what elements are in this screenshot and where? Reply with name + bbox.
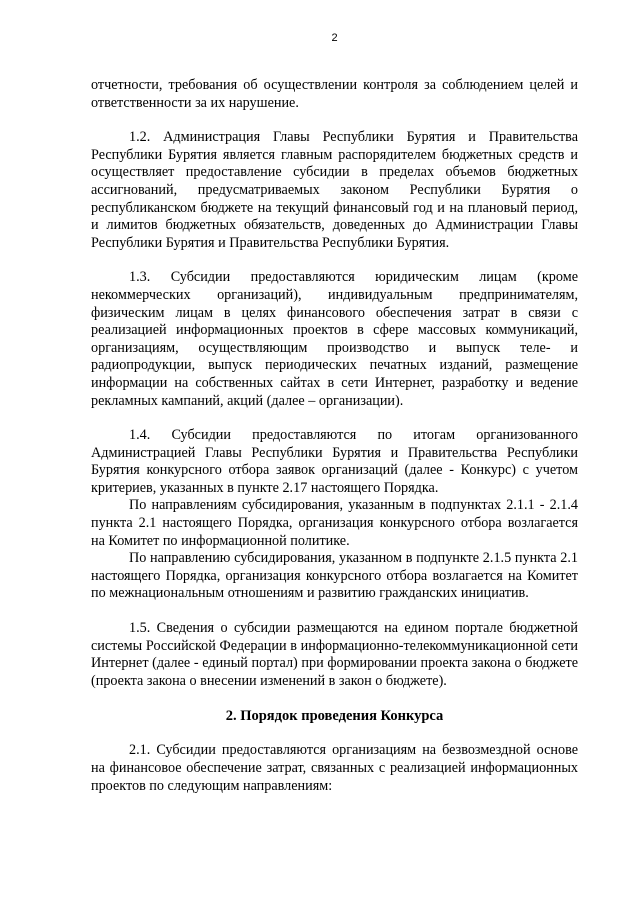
paragraph-1-3: 1.3. Субсидии предоставляются юридическим лицам (кроме некоммерческих организаций), индивидуальным предпринимателям, физическим лицам в целях финансового обеспечения затрат в связи с реализацией информационных проектов в сфере массовых коммуникаций, организациям, осуществляющим производство и выпуск теле- и радиопродукции, выпуск периодических печатных изданий, размещение информации на собственных сайтах в сети Интернет, разработку и ведение рекламных кампаний, акций (далее – организации). [91, 269, 578, 409]
paragraph-2-1: 2.1. Субсидии предоставляются организациям на безвозмездной основе на финансовое обеспечение затрат, связанных с реализацией информационных проектов по следующим направлениям: [91, 742, 578, 794]
paragraph-1-5: 1.5. Сведения о субсидии размещаются на едином портале бюджетной системы Российской Федерации в информационно-телекоммуникационной сети Интернет (далее - единый портал) при формировании проекта закона о бюджете (проекта закона о внесении изменений в закон о бюджете). [91, 620, 578, 689]
paragraph-1-2: 1.2. Администрация Главы Республики Бурятия и Правительства Республики Бурятия является главным распорядителем бюджетных средств и осуществляет предоставление субсидии в пределах объемов бюджетных ассигнований, предусматриваемых законом Республики Бурятия о республиканском бюджете на текущий финансовый год и на плановый период, и лимитов бюджетных обязательств, доведенных до Администрации Главы Республики Бурятия и Правительства Республики Бурятия. [91, 129, 578, 251]
paragraph-1-4-directions-2-1-1-2-1-4: По направлениям субсидирования, указанным в подпунктах 2.1.1 - 2.1.4 пункта 2.1 настоящего Порядка, организация конкурсного отбора возлагается на Комитет по информационной политике. [91, 497, 578, 549]
paragraph-1-4: 1.4. Субсидии предоставляются по итогам организованного Администрацией Главы Республики Бурятия и Правительства Республики Бурятия конкурсного отбора заявок организаций (далее - Конкурс) с учетом критериев, указанных в пункте 2.17 настоящего Порядка. [91, 427, 578, 496]
paragraph-1-4-direction-2-1-5: По направлению субсидирования, указанном в подпункте 2.1.5 пункта 2.1 настоящего Порядка, организация конкурсного отбора возлагается на Комитет по межнациональным отношениям и развитию гражданских инициатив. [91, 550, 578, 602]
section-heading: 2. Порядок проведения Конкурса [225, 708, 444, 725]
page-number: 2 [331, 32, 338, 44]
document-body [91, 77, 578, 795]
paragraph-continuation: отчетности, требования об осуществлении контроля за соблюдением целей и ответственности за их нарушение. [91, 77, 578, 111]
document-page [91, 0, 578, 905]
